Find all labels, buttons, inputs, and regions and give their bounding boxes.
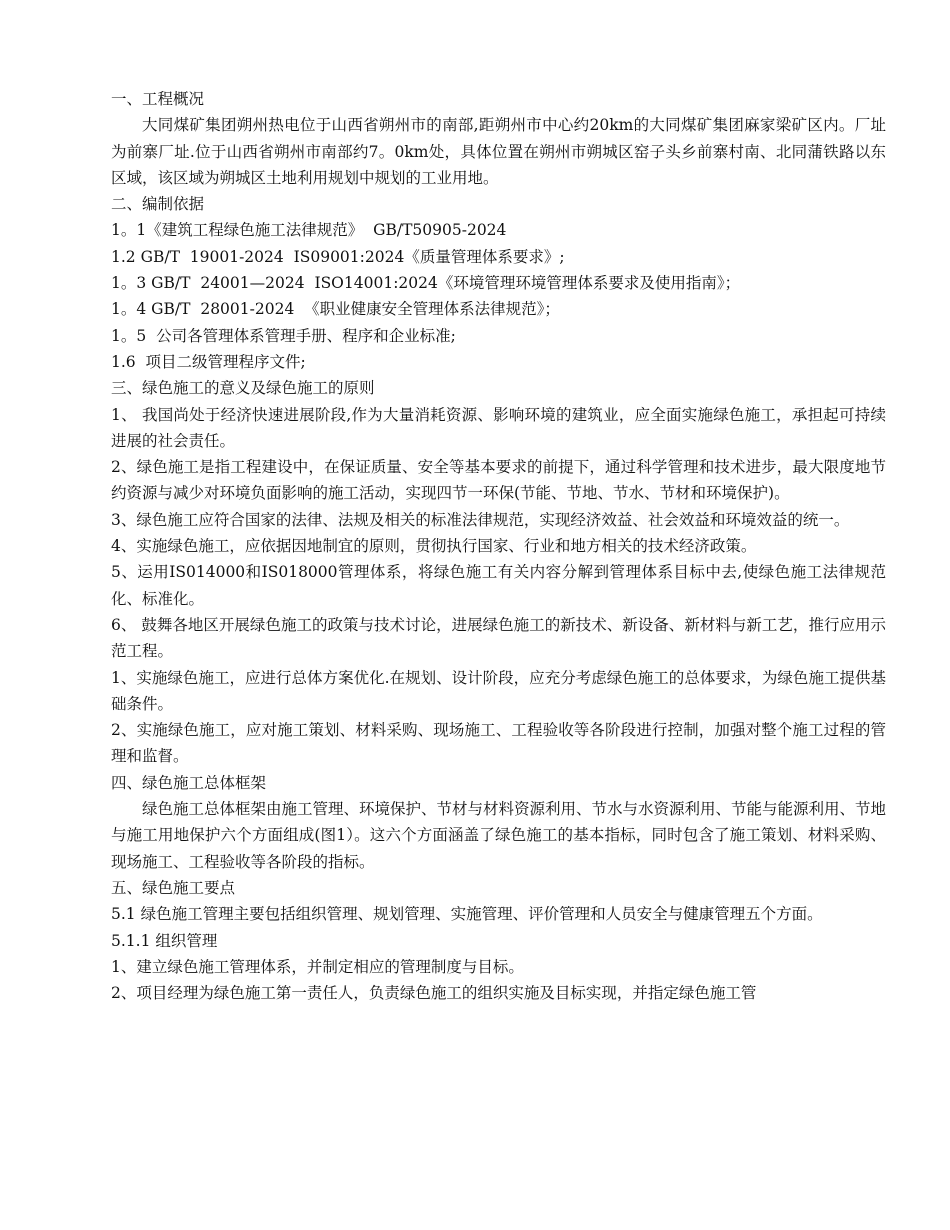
principle-item-6: 6、 鼓舞各地区开展绿色施工的政策与技术讨论，进展绿色施工的新技术、新设备、新材料与新工艺，推行应用示范工程。 [111,615,886,661]
org-management-item-1: 1、建立绿色施工管理体系，并制定相应的管理制度与目标。 [111,957,524,976]
principle-item-5: 5、运用IS014000和IS018000管理体系，将绿色施工有关内容分解到管理体系目标中去,使绿色施工法律规范化、标准化。 [111,563,886,608]
principle-item-1: 1、 我国尚处于经济快速进展阶段,作为大量消耗资源、影响环境的建筑业，应全面实施绿色施工，承担起可持续进展的社会责任。 [111,405,886,450]
principle-item-8: 2、实施绿色施工，应对施工策划、材料采购、现场施工、工程验收等各阶段进行控制，加强对整个施工过程的管理和监督。 [111,721,886,766]
subsection-heading-5-1-1: 5.1.1 组织管理 [111,931,218,950]
principle-item-3: 3、绿色施工应符合国家的法律、法规及相关的标准法律规范，实现经济效益、社会效益和环境效益的统一。 [111,510,850,529]
paragraph-project-overview: 大同煤矿集团朔州热电位于山西省朔州市的南部,距朔州市中心约20km的大同煤矿集团麻家梁矿区内。厂址为前寨厂址.位于山西省朔州市南部约7。0km处，具体位置在朔州市朔城区窑子头乡前寨村南、北同蒲铁路以东区域，该区域为朔城区土地利用规划中规划的工业用地。 [111,116,886,187]
principle-item-2: 2、绿色施工是指工程建设中，在保证质量、安全等基本要求的前提下，通过科学管理和技术进步，最大限度地节约资源与减少对环境负面影响的施工活动，实现四节一环保(节能、节地、节水、节材和环境保护)。 [111,458,886,503]
section-heading-principles: 三、绿色施工的意义及绿色施工的原则 [111,379,375,398]
section-heading-project-overview: 一、工程概况 [111,90,205,108]
section-heading-key-points: 五、绿色施工要点 [111,878,236,897]
principle-item-7: 1、实施绿色施工，应进行总体方案优化.在规划、设计阶段，应充分考虑绿色施工的总体要求，为绿色施工提供基础条件。 [111,668,886,713]
basis-item-1-2: 1.2 GB/T 19001-2024 IS09001:2024《质量管理体系要求》; [111,247,565,266]
basis-item-1-1: 1。1《建筑工程绿色施工法律规范》 GB/T50905-2024 [111,221,507,240]
section-heading-basis: 二、编制依据 [111,195,205,214]
section-heading-framework: 四、绿色施工总体框架 [111,773,267,792]
principle-item-4: 4、实施绿色施工，应依据因地制宜的原则，贯彻执行国家、行业和地方相关的技术经济政策。 [111,537,757,556]
org-management-item-2: 2、项目经理为绿色施工第一责任人，负责绿色施工的组织实施及目标实现，并指定绿色施工管 [111,984,757,1003]
key-point-5-1: 5.1 绿色施工管理主要包括组织管理、规划管理、实施管理、评价管理和人员安全与健康管理五个方面。 [111,905,823,924]
basis-item-1-5: 1。5 公司各管理体系管理手册、程序和企业标准; [111,326,456,345]
basis-item-1-4: 1。4 GB/T 28001-2024 《职业健康安全管理体系法律规范》； [111,300,560,319]
basis-item-1-3: 1。3 GB/T 24001—2024 ISO14001:2024《环境管理环境管理体系要求及使用指南》； [111,274,741,293]
paragraph-framework: 绿色施工总体框架由施工管理、环境保护、节材与材料资源利用、节水与水资源利用、节能与能源利用、节地与施工用地保护六个方面组成(图1）。这六个方面涵盖了绿色施工的基本指标，同时包含了施工策划、材料采购、现场施工、工程验收等各阶段的指标。 [111,800,887,871]
basis-item-1-6: 1.6 项目二级管理程序文件; [111,352,306,371]
document-body [111,86,886,1006]
